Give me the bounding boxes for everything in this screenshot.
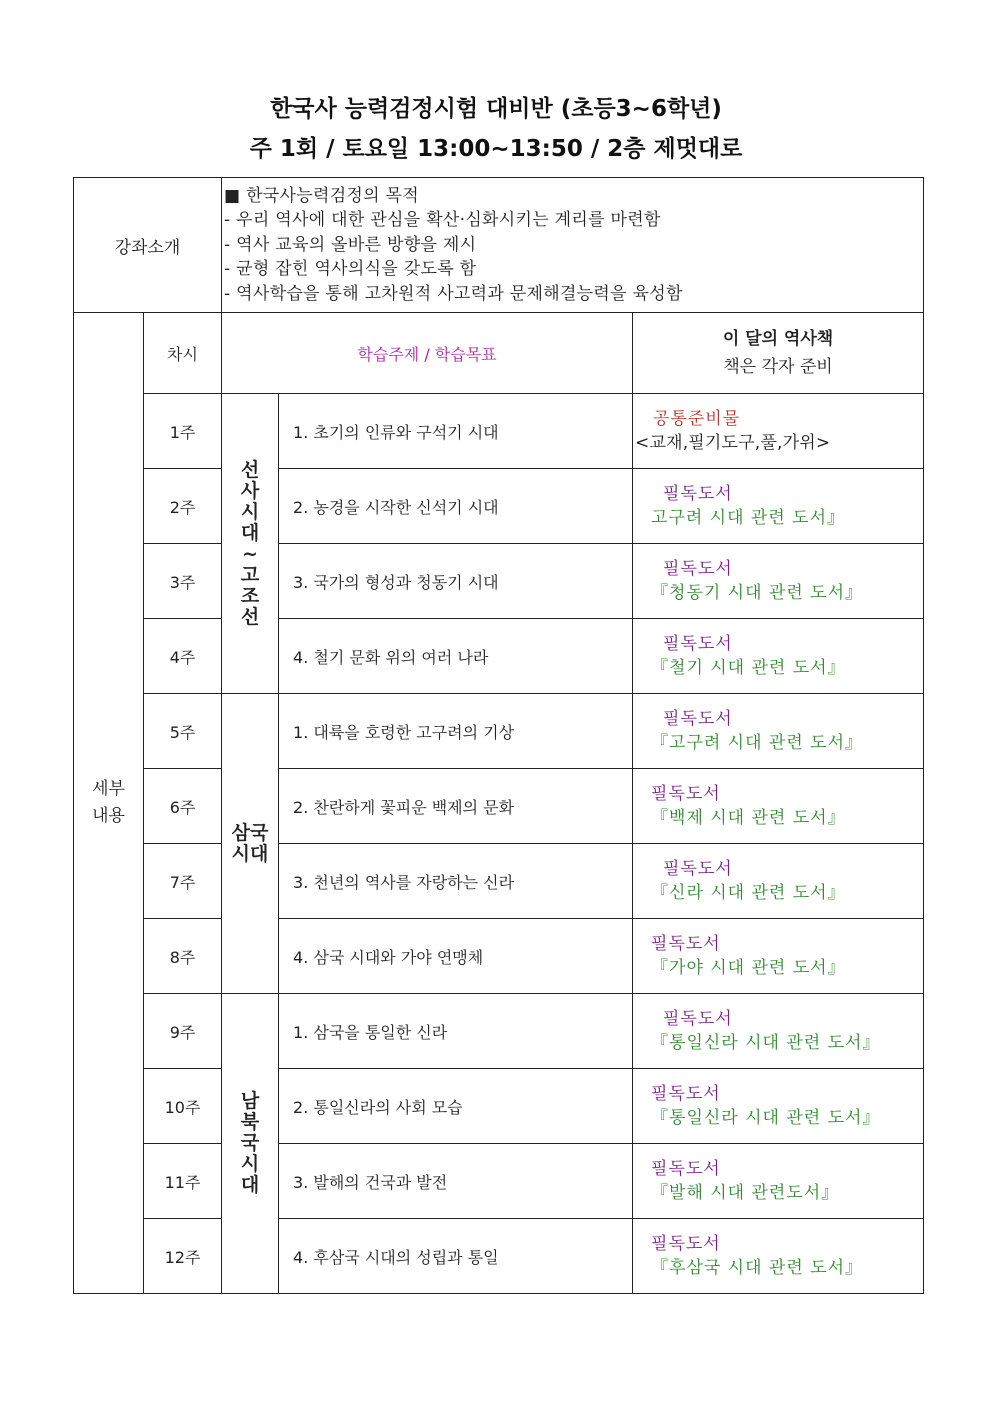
book-cell	[633, 544, 924, 619]
week-cell: 10주	[144, 1069, 222, 1144]
header-topic: 학습주제 / 학습목표	[222, 313, 633, 394]
intro-line: - 역사 교육의 올바른 방향을 제시	[224, 234, 477, 255]
topic-cell: 4. 삼국 시대와 가야 연맹체	[279, 919, 633, 994]
book-cell	[633, 1069, 924, 1144]
table-row	[74, 544, 924, 619]
topic-cell: 2. 찬란하게 꽃피운 백제의 문화	[279, 769, 633, 844]
book-cell	[633, 619, 924, 694]
book-label: 필독도서	[651, 1084, 721, 1104]
book-cell	[633, 469, 924, 544]
week-cell: 2주	[144, 469, 222, 544]
week-cell: 7주	[144, 844, 222, 919]
book-title: 『가야 시대 관련 도서』	[651, 958, 846, 978]
intro-body	[222, 178, 924, 313]
header-session: 차시	[144, 313, 222, 394]
topic-cell: 4. 철기 문화 위의 여러 나라	[279, 619, 633, 694]
header-book-note: 책은 각자 준비	[723, 357, 833, 377]
book-label: 공통준비물	[653, 409, 741, 429]
topic-cell: 3. 천년의 역사를 자랑하는 신라	[279, 844, 633, 919]
book-cell	[633, 919, 924, 994]
details-label-line: 내용	[92, 806, 125, 826]
intro-row	[74, 178, 924, 313]
book-title: 『통일신라 시대 관련 도서』	[651, 1033, 881, 1053]
book-label: 필독도서	[663, 859, 733, 879]
intro-line: - 균형 잡힌 역사의식을 갖도록 함	[224, 259, 477, 280]
era-label: 남북국시대	[240, 1090, 260, 1196]
book-label: 필독도서	[663, 1009, 733, 1029]
week-cell: 4주	[144, 619, 222, 694]
book-title: 『통일신라 시대 관련 도서』	[651, 1108, 881, 1128]
book-label: 필독도서	[663, 709, 733, 729]
book-cell	[633, 1144, 924, 1219]
page-subtitle: 주 1회 / 토요일 13:00~13:50 / 2층 제멋대로	[249, 136, 743, 162]
book-title: 『청동기 시대 관련 도서』	[651, 583, 864, 603]
book-label: 필독도서	[663, 484, 733, 504]
intro-line: - 우리 역사에 대한 관심을 확산·심화시키는 계리를 마련함	[224, 210, 661, 231]
book-title: 『신라 시대 관련 도서』	[651, 883, 846, 903]
week-cell: 3주	[144, 544, 222, 619]
table-row	[74, 769, 924, 844]
book-label: 필독도서	[651, 1234, 721, 1254]
book-label: 필독도서	[651, 934, 721, 954]
table-row	[74, 844, 924, 919]
header-row	[74, 313, 924, 394]
book-cell	[633, 994, 924, 1069]
book-cell	[633, 394, 924, 469]
topic-cell: 2. 농경을 시작한 신석기 시대	[279, 469, 633, 544]
book-label: 필독도서	[651, 1159, 721, 1179]
week-cell: 6주	[144, 769, 222, 844]
table-row	[74, 1144, 924, 1219]
book-cell	[633, 769, 924, 844]
topic-cell: 1. 대륙을 호령한 고구려의 기상	[279, 694, 633, 769]
book-title: 『고구려 시대 관련 도서』	[651, 733, 864, 753]
era-label: 선사시대~고조선	[240, 458, 260, 628]
curriculum-table	[73, 177, 924, 1294]
header-book-title: 이 달의 역사책	[722, 329, 834, 349]
book-cell	[633, 844, 924, 919]
table-row	[74, 394, 924, 469]
topic-cell: 1. 삼국을 통일한 신라	[279, 994, 633, 1069]
book-title: 『발해 시대 관련도서』	[651, 1183, 840, 1203]
topic-cell: 4. 후삼국 시대의 성립과 통일	[279, 1219, 633, 1294]
table-row	[74, 1069, 924, 1144]
week-cell: 9주	[144, 994, 222, 1069]
week-cell: 1주	[144, 394, 222, 469]
era-cell	[222, 694, 279, 994]
book-label: 필독도서	[663, 634, 733, 654]
table-row	[74, 919, 924, 994]
intro-line: ■ 한국사능력검정의 목적	[224, 185, 420, 206]
page-title: 한국사 능력검정시험 대비반 (초등3~6학년)	[270, 96, 722, 122]
intro-label: 강좌소개	[74, 178, 222, 313]
topic-cell: 3. 국가의 형성과 청동기 시대	[279, 544, 633, 619]
era-label: 삼국시대	[231, 821, 269, 865]
table-row	[74, 694, 924, 769]
book-cell	[633, 694, 924, 769]
week-cell: 8주	[144, 919, 222, 994]
topic-cell: 3. 발해의 건국과 발전	[279, 1144, 633, 1219]
book-label: 필독도서	[663, 559, 733, 579]
book-cell	[633, 1219, 924, 1294]
table-row	[74, 994, 924, 1069]
table-row	[74, 619, 924, 694]
book-title: 고구려 시대 관련 도서』	[651, 508, 846, 528]
table-row	[74, 469, 924, 544]
week-cell: 5주	[144, 694, 222, 769]
table-row	[74, 1219, 924, 1294]
details-label	[74, 313, 144, 1294]
topic-cell: 1. 초기의 인류와 구석기 시대	[279, 394, 633, 469]
intro-line: - 역사학습을 통해 고차원적 사고력과 문제해결능력을 육성함	[224, 283, 683, 304]
week-cell: 11주	[144, 1144, 222, 1219]
book-title: 『백제 시대 관련 도서』	[651, 808, 846, 828]
book-label: 필독도서	[651, 784, 721, 804]
header-book	[633, 313, 924, 394]
book-title: <교재,필기도구,풀,가위>	[635, 433, 831, 453]
book-title: 『철기 시대 관련 도서』	[651, 658, 846, 678]
topic-cell: 2. 통일신라의 사회 모습	[279, 1069, 633, 1144]
era-cell	[222, 394, 279, 694]
era-cell	[222, 994, 279, 1294]
week-cell: 12주	[144, 1219, 222, 1294]
book-title: 『후삼국 시대 관련 도서』	[651, 1258, 864, 1278]
details-label-line: 세부	[92, 779, 125, 799]
